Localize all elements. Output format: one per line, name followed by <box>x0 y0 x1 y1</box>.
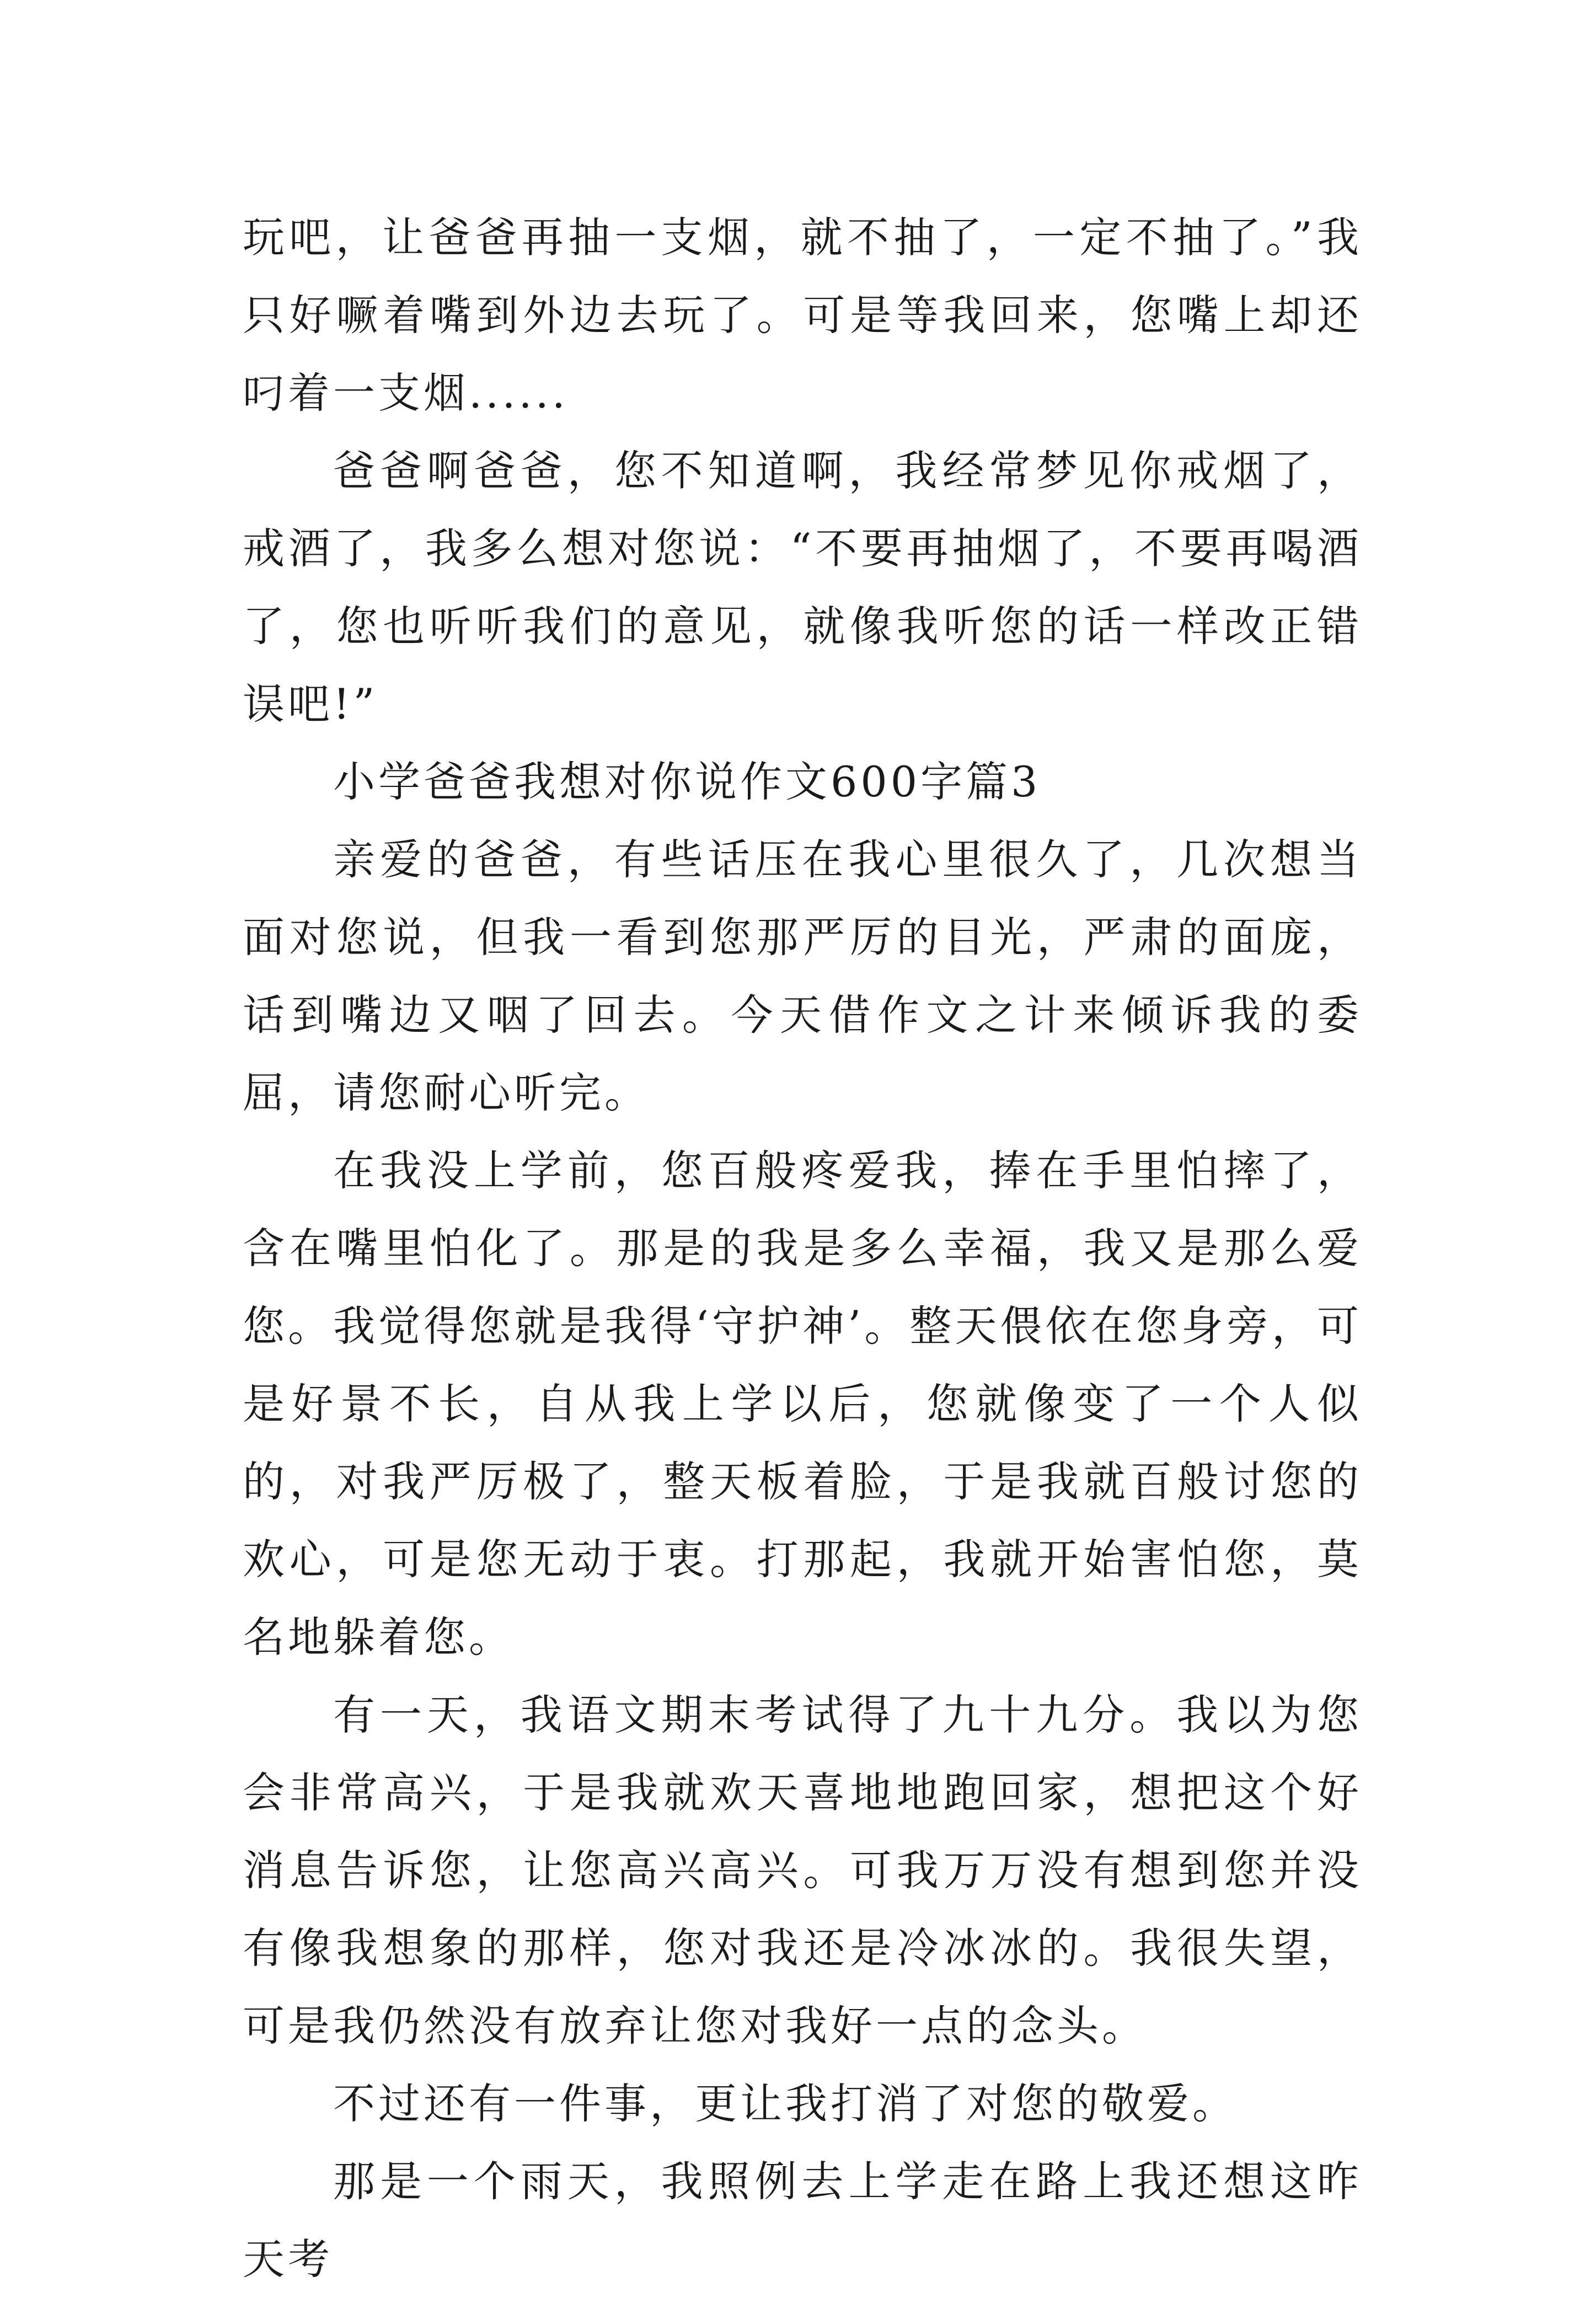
paragraph-childhood: 在我没上学前，您百般疼爱我，捧在手里怕摔了，含在嘴里怕化了。那是的我是多么幸福，我又是那么爱您。我觉得您就是我得‘守护神’。整天偎依在您身旁，可是好景不长，自从我上学以后，您就像变了一个人似的，对我严厉极了，整天板着脸，于是我就百般讨您的欢心，可是您无动于衷。打那起，我就开始害怕您，莫名地躲着您。 <box>243 1146 1362 1662</box>
paragraph-another-matter: 不过还有一件事，更让我打消了对您的敬爱。 <box>333 2079 1238 2128</box>
paragraph-rainy-day: 那是一个雨天，我照例去上学走在路上我还想这昨天考 <box>243 2157 1362 2284</box>
paragraph-intro: 亲爱的爸爸，有些话压在我心里很久了，几次想当面对您说，但我一看到您那严厉的目光，严肃的面庞，话到嘴边又咽了回去。今天借作文之计来倾诉我的委屈，请您耐心听完。 <box>243 835 1362 1117</box>
document-body <box>243 199 1362 2298</box>
section-heading: 小学爸爸我想对你说作文600字篇3 <box>333 757 1041 806</box>
paragraph-exam: 有一天，我语文期末考试得了九十九分。我以为您会非常高兴，于是我就欢天喜地地跑回家，想把这个好消息告诉您，让您高兴高兴。可我万万没有想到您并没有像我想象的那样，您对我还是冷冰冰的。我很失望，可是我仍然没有放弃让您对我好一点的念头。 <box>243 1690 1362 2050</box>
paragraph-plea: 爸爸啊爸爸，您不知道啊，我经常梦见你戒烟了，戒酒了，我多么想对您说：“不要再抽烟了，不要再喝酒了，您也听听我们的意见，就像我听您的话一样改正错误吧!” <box>243 446 1362 728</box>
paragraph-continuation: 玩吧，让爸爸再抽一支烟，就不抽了，一定不抽了。”我只好噘着嘴到外边去玩了。可是等我回来，您嘴上却还叼着一支烟...... <box>243 213 1362 417</box>
